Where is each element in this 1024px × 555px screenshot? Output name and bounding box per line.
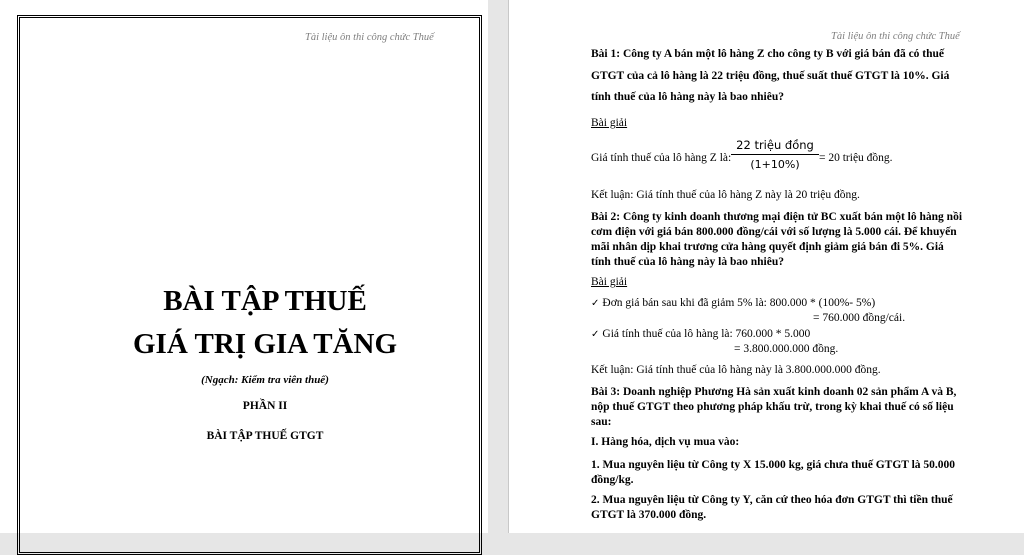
bai1-calc-suffix: = 20 triệu đồng. bbox=[819, 152, 893, 164]
cover-title-line-1: BÀI TẬP THUẾ bbox=[163, 285, 367, 317]
bai3-item-1: đồng/kg. bbox=[591, 474, 634, 486]
bai2-question-line: mãi nhân dịp khai trương cửa hàng quyết định giảm giá bán đi 5%. Giá bbox=[591, 241, 944, 253]
bai2-step-2: ✓ Giá tính thuế của lô hàng là: 760.000 * 5.000 bbox=[591, 326, 986, 343]
bai2-solution-label: Bài giải bbox=[591, 276, 628, 288]
bai2-step-1-result: = 760.000 đồng/cái. bbox=[813, 312, 906, 324]
page-gap bbox=[488, 0, 508, 533]
bai3-item-1: 1. Mua nguyên liệu từ Công ty X 15.000 kg, giá chưa thuế GTGT là 50.000 bbox=[591, 459, 956, 471]
page-header: Tài liệu ôn thi công chức Thuế bbox=[305, 32, 434, 43]
bai3-question-line: nộp thuế GTGT theo phương pháp khấu trừ, trong kỳ khai thuế có số liệu bbox=[591, 401, 954, 413]
bai3-item-2: GTGT là 370.000 đồng. bbox=[591, 509, 707, 521]
document-page-2 bbox=[508, 0, 1024, 533]
bai2-step-1: ✓ Đơn giá bán sau khi đã giảm 5% là: 800.000 * (100%- 5%) bbox=[591, 295, 986, 312]
bai1-question-line: Bài 1: Công ty A bán một lô hàng Z cho công ty B với giá bán đã có thuế bbox=[591, 48, 945, 60]
bai2-question-line: Bài 2: Công ty kinh doanh thương mại điện tử BC xuất bán một lô hàng nồi bbox=[591, 211, 963, 223]
bai3-heading: I. Hàng hóa, dịch vụ mua vào: bbox=[591, 436, 740, 448]
cover-part: PHẦN II bbox=[242, 400, 288, 412]
bai1-calc-prefix: Giá tính thuế của lô hàng Z là: bbox=[591, 152, 732, 164]
bai1-conclusion: Kết luận: Giá tính thuế của lô hàng Z này là 20 triệu đồng. bbox=[591, 189, 860, 201]
bai2-conclusion: Kết luận: Giá tính thuế của lô hàng này là 3.800.000.000 đồng. bbox=[591, 364, 881, 376]
cover-section: BÀI TẬP THUẾ GTGT bbox=[206, 430, 324, 442]
page-header: Tài liệu ôn thi công chức Thuế bbox=[831, 31, 960, 42]
bai1-fraction bbox=[731, 138, 819, 171]
fraction-denominator: (1+10%) bbox=[750, 158, 800, 171]
bai3-question-line: sau: bbox=[591, 416, 612, 428]
bai1-question-line: GTGT của cả lô hàng là 22 triệu đồng, thuế suất thuế GTGT là 10%. Giá bbox=[591, 70, 950, 82]
bai3-item-2: 2. Mua nguyên liệu từ Công ty Y, căn cứ theo hóa đơn GTGT thì tiền thuế bbox=[591, 494, 953, 506]
cover-subtitle: (Ngạch: Kiểm tra viên thuế) bbox=[201, 374, 329, 386]
bai2-question-line: cơm điện với giá bán 800.000 đồng/cái với số lượng là 5.000 cái. Để khuyến bbox=[591, 226, 957, 238]
bai2-question-line: tính thuế của lô hàng này là bao nhiêu? bbox=[591, 256, 785, 268]
bai2-step-2-result: = 3.800.000.000 đồng. bbox=[734, 343, 839, 355]
cover-title-line-2: GIÁ TRỊ GIA TĂNG bbox=[132, 328, 398, 360]
bai1-solution-label: Bài giải bbox=[591, 117, 628, 129]
fraction-numerator: 22 triệu đồng bbox=[731, 138, 819, 155]
bai1-question-line: tính thuế của lô hàng này là bao nhiêu? bbox=[591, 91, 785, 103]
document-page-1 bbox=[0, 0, 489, 533]
bai3-question-line: Bài 3: Doanh nghiệp Phương Hà sản xuất kinh doanh 02 sản phẩm A và B, bbox=[591, 386, 957, 398]
